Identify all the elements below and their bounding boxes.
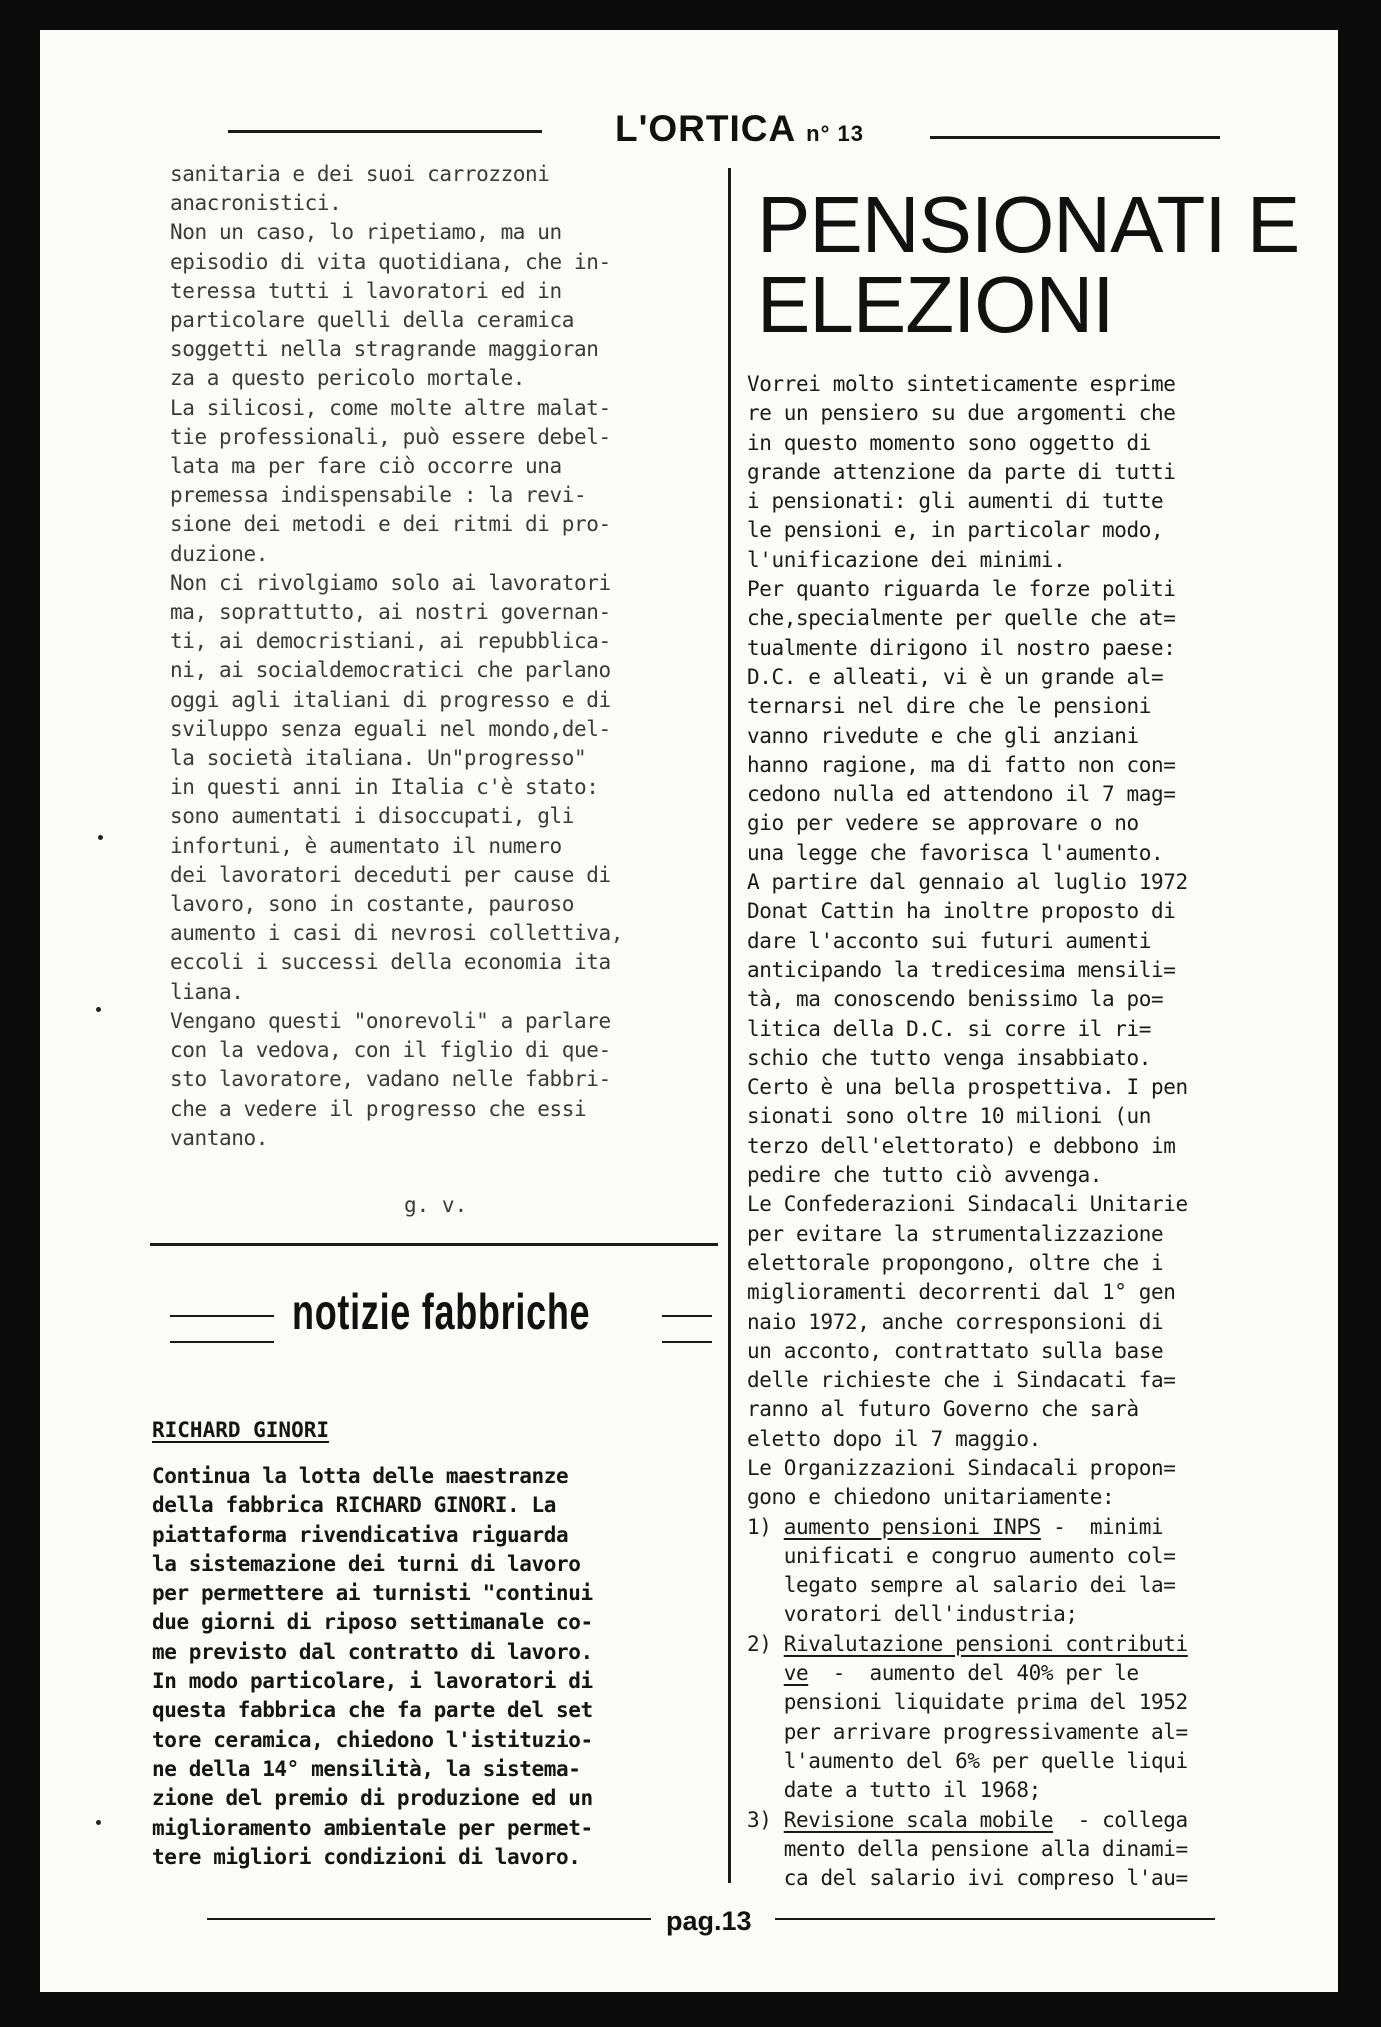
text-line: in questi anni in Italia c'è stato: xyxy=(170,775,599,800)
text-line: sione dei metodi e dei ritmi di pro- xyxy=(170,512,611,537)
page-number: pag.13 xyxy=(666,1906,752,1936)
section-rule xyxy=(150,1243,718,1246)
text-line: tualmente dirigono il nostro paese: xyxy=(747,635,1176,660)
text-line: ma, soprattutto, ai nostri governan- xyxy=(170,600,611,625)
text-line: Le Organizzazioni Sindacali propon= xyxy=(747,1455,1176,1480)
text-line: ranno al futuro Governo che sarà xyxy=(747,1397,1139,1422)
text-line: lata ma per fare ciò occorre una xyxy=(170,454,562,479)
text-line: dare l'acconto sui futuri aumenti xyxy=(747,928,1152,953)
text-line: episodio di vita quotidiana, che in- xyxy=(170,249,611,274)
text-line: In modo particolare, i lavoratori di xyxy=(152,1669,593,1694)
text-line: Non un caso, lo ripetiamo, ma un xyxy=(170,220,562,245)
text-line: terzo dell'elettorato) e debbono im xyxy=(747,1133,1176,1158)
text-line: oggi agli italiani di progresso e di xyxy=(170,687,611,712)
text-line: le pensioni e, in particolar modo, xyxy=(747,518,1164,543)
list-item-title: aumento pensioni INPS xyxy=(783,1514,1041,1539)
text-line: che,specialmente per quelle che at= xyxy=(747,606,1176,631)
text-line: elettorale propongono, oltre che i xyxy=(747,1250,1164,1275)
text-line: grande attenzione da parte di tutti xyxy=(747,459,1176,484)
text-line: Certo è una bella prospettiva. I pen xyxy=(747,1075,1188,1100)
list-item xyxy=(747,1513,1188,1542)
text-line: Le Confederazioni Sindacali Unitarie xyxy=(747,1192,1188,1217)
text-line: miglioramento ambientale per permet- xyxy=(152,1815,593,1840)
text-line: Donat Cattin ha inoltre proposto di xyxy=(747,899,1176,924)
signature: g. v. xyxy=(404,1193,468,1217)
text-line: i pensionati: gli aumenti di tutte xyxy=(747,489,1164,514)
text-line: liana. xyxy=(170,979,244,1004)
list-item-title: Revisione scala mobile xyxy=(783,1807,1054,1832)
text-line: una legge che favorisca l'aumento. xyxy=(747,840,1164,865)
text-line: lavoro, sono in costante, pauroso xyxy=(170,892,575,917)
text-line: gono e chiedono unitariamente: xyxy=(747,1485,1115,1510)
text-line: la sistemazione dei turni di lavoro xyxy=(152,1551,581,1576)
text-line: eccoli i successi della economia ita xyxy=(170,950,611,975)
text-line: ne della 14° mensilità, la sistema- xyxy=(152,1756,581,1781)
text-line: sviluppo senza eguali nel mondo,del- xyxy=(170,716,611,741)
text-line: piattaforma rivendicativa riguarda xyxy=(152,1522,569,1547)
text-line: con la vedova, con il figlio di que- xyxy=(170,1038,611,1063)
text-line: gio per vedere se approvare o no xyxy=(747,811,1139,836)
text-line: per evitare la strumentalizzazione xyxy=(747,1221,1164,1246)
text-line: l'unificazione dei minimi. xyxy=(747,547,1066,572)
text-line: A partire dal gennaio al luglio 1972 xyxy=(747,870,1188,895)
list-item-title: ve xyxy=(783,1661,809,1686)
list-item-text: - minimi xyxy=(1040,1514,1164,1539)
text-line: ti, ai democristiani, ai repubblica- xyxy=(170,629,611,654)
headline-line-1: PENSIONATI E xyxy=(757,180,1300,269)
text-line: questa fabbrica che fa parte del set xyxy=(152,1698,593,1723)
text-line: naio 1972, anche corresponsioni di xyxy=(747,1309,1164,1334)
list-item-line: per arrivare progressivamente al= xyxy=(747,1719,1188,1744)
list-item-number: 3) xyxy=(747,1807,784,1832)
heading-rule-left-1 xyxy=(170,1315,274,1317)
text-line: in questo momento sono oggetto di xyxy=(747,430,1152,455)
heading-rule-right-2 xyxy=(662,1341,712,1343)
text-line: Non ci rivolgiamo solo ai lavoratori xyxy=(170,570,611,595)
text-line: sanitaria e dei suoi carrozzoni xyxy=(170,162,550,186)
list-item-number: 2) xyxy=(747,1631,784,1656)
masthead xyxy=(615,108,864,150)
list-item xyxy=(747,1806,1188,1835)
text-line: anticipando la tredicesima mensili= xyxy=(747,957,1176,982)
text-line: za a questo pericolo mortale. xyxy=(170,366,526,391)
text-line: sono aumentati i disoccupati, gli xyxy=(170,804,575,829)
text-line: schio che tutto venga insabbiato. xyxy=(747,1045,1152,1070)
text-line: zione del premio di produzione ed un xyxy=(152,1786,593,1811)
text-line: due giorni di riposo settimanale co- xyxy=(152,1610,593,1635)
list-item-text: - collega xyxy=(1053,1807,1188,1832)
masthead-rule-left xyxy=(228,130,542,133)
text-line: La silicosi, come molte altre malat- xyxy=(170,395,611,420)
article-headline xyxy=(757,180,1317,349)
text-line: litica della D.C. si corre il ri= xyxy=(747,1016,1152,1041)
text-line: Vorrei molto sinteticamente esprime xyxy=(747,372,1176,396)
text-line: Continua la lotta delle maestranze xyxy=(152,1464,569,1488)
text-line: teressa tutti i lavoratori ed in xyxy=(170,278,562,303)
article-body-text xyxy=(747,370,1188,1893)
margin-mark xyxy=(96,1007,101,1012)
heading-rule-left-2 xyxy=(170,1341,274,1343)
text-line: ni, ai socialdemocratici che parlano xyxy=(170,658,611,683)
footer-rule-left xyxy=(207,1918,651,1920)
issue-number: n° 13 xyxy=(806,121,864,146)
text-line: re un pensiero su due argomenti che xyxy=(747,401,1176,426)
list-item-title: Rivalutazione pensioni contributi xyxy=(783,1631,1188,1656)
text-line: premessa indispensabile : la revi- xyxy=(170,483,587,508)
list-item-text: - aumento del 40% per le xyxy=(808,1661,1139,1686)
masthead-rule-right xyxy=(930,136,1220,139)
text-line: della fabbrica RICHARD GINORI. La xyxy=(152,1493,557,1518)
list-item-line xyxy=(747,1659,1188,1688)
text-line: sionati sono oltre 10 milioni (un xyxy=(747,1104,1152,1129)
text-line: eletto dopo il 7 maggio. xyxy=(747,1426,1041,1451)
text-line: cedono nulla ed attendono il 7 mag= xyxy=(747,782,1176,807)
text-line: sto lavoratore, vadano nelle fabbri- xyxy=(170,1067,611,1092)
text-line: delle richieste che i Sindacati fa= xyxy=(747,1368,1176,1393)
list-item-line: mento della pensione alla dinami= xyxy=(747,1836,1188,1861)
text-line: vantano. xyxy=(170,1125,268,1150)
section-title: RICHARD GINORI xyxy=(152,1418,330,1442)
text-line: D.C. e alleati, vi è un grande al= xyxy=(747,664,1164,689)
text-line: per permettere ai turnisti "continui xyxy=(152,1581,593,1606)
text-line: tie professionali, può essere debel- xyxy=(170,424,611,449)
list-item-line: pensioni liquidate prima del 1952 xyxy=(747,1690,1188,1715)
text-line: soggetti nella stragrande maggioran xyxy=(170,337,599,362)
text-line: miglioramenti decorrenti dal 1° gen xyxy=(747,1280,1176,1305)
text-line: Per quanto riguarda le forze politi xyxy=(747,577,1176,602)
text-line: che a vedere il progresso che essi xyxy=(170,1096,587,1121)
text-line: particolare quelli della ceramica xyxy=(170,308,575,333)
text-line: tore ceramica, chiedono l'istituzio- xyxy=(152,1727,593,1752)
footer-rule-right xyxy=(775,1918,1215,1920)
text-line: pedire che tutto ciò avvenga. xyxy=(747,1163,1103,1188)
text-line: tà, ma conoscendo benissimo la po= xyxy=(747,987,1164,1012)
list-item xyxy=(747,1630,1188,1659)
section-heading: notizie fabbriche xyxy=(292,1284,591,1340)
text-line: Vengano questi "onorevoli" a parlare xyxy=(170,1008,611,1033)
left-column-text xyxy=(170,160,623,1153)
list-item-line: date a tutto il 1968; xyxy=(747,1778,1041,1803)
text-line: ternarsi nel dire che le pensioni xyxy=(747,694,1152,719)
margin-mark xyxy=(96,1820,101,1825)
headline-line-2: ELEZIONI xyxy=(757,260,1114,349)
section-body-text xyxy=(152,1462,593,1872)
text-line: duzione. xyxy=(170,541,268,566)
text-line: dei lavoratori deceduti per cause di xyxy=(170,862,611,887)
list-item-line: legato sempre al salario dei la= xyxy=(747,1573,1176,1598)
text-line: vanno rivedute e che gli anziani xyxy=(747,723,1139,748)
column-divider xyxy=(728,168,731,1883)
list-item-number: 1) xyxy=(747,1514,784,1539)
heading-rule-right-1 xyxy=(662,1315,712,1317)
text-line: aumento i casi di nevrosi collettiva, xyxy=(170,921,623,946)
margin-mark xyxy=(98,835,103,840)
text-line: hanno ragione, ma di fatto non con= xyxy=(747,752,1176,777)
masthead-title: L'ORTICA xyxy=(615,108,795,149)
text-line: me previsto dal contratto di lavoro. xyxy=(152,1639,593,1664)
list-item-line: ca del salario ivi compreso l'au= xyxy=(747,1866,1188,1891)
text-line: un acconto, contrattato sulla base xyxy=(747,1338,1164,1363)
text-line: la società italiana. Un"progresso" xyxy=(170,746,587,771)
text-line: anacronistici. xyxy=(170,191,342,216)
text-line: infortuni, è aumentato il numero xyxy=(170,833,562,858)
list-item-line: voratori dell'industria; xyxy=(747,1602,1078,1627)
text-line: tere migliori condizioni di lavoro. xyxy=(152,1844,581,1869)
list-item-line: unificati e congruo aumento col= xyxy=(747,1543,1176,1568)
list-item-line: l'aumento del 6% per quelle liqui xyxy=(747,1748,1188,1773)
